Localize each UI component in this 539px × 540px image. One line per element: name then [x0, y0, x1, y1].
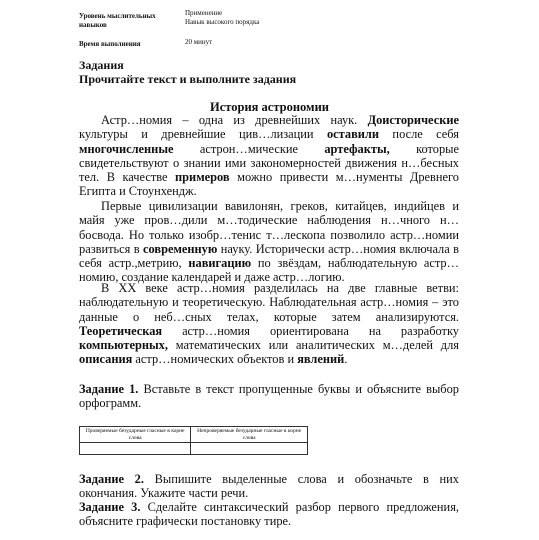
text-title: История астрономии [210, 100, 329, 114]
highlighted-word: примеров [175, 170, 230, 185]
text-run: Первые цивилизации вавилонян, греков, китайцев, индийцев и майя уже пров…дили м…тодические наблюдения н…чного н…босвода. Но только изобр…тенис т…лескопа позволило астр…номии развиться в [79, 199, 459, 256]
highlighted-word: навигацию [188, 256, 252, 271]
skill-level-label: Уровень мыслительных навыков [79, 12, 156, 29]
task-2-text: Выпишите выделенные слова и обозначьте в них окончания. Укажите части речи. [79, 472, 460, 501]
task-2 [79, 472, 459, 501]
highlighted-word: оставили [326, 127, 380, 142]
highlighted-word: явлений [297, 352, 345, 367]
highlighted-word: компьютерных, [79, 338, 168, 353]
text-run: можно привести м…нументы Древнего Египта и Стоунхендж. [79, 170, 460, 199]
paragraph-1 [79, 113, 459, 199]
table-header-checked: Проверяемые безударные гласные в корне слова [80, 427, 191, 443]
text-run: математических или аналитических м…делей для [167, 338, 459, 353]
orthogram-table [79, 426, 308, 455]
highlighted-word: современную [143, 241, 218, 256]
text-run: . [344, 352, 348, 367]
text-run: после себя [379, 127, 460, 142]
task-3-label: Задание 3. [79, 500, 141, 514]
task-1 [79, 382, 459, 411]
highlighted-word: артефакты, [324, 141, 390, 156]
text-run: астрон…мические [173, 141, 325, 156]
skill-level-value-1: Применение [185, 9, 223, 17]
text-run: В XX веке астр…номия разделилась на две главные ветви: наблюдательную и теоретическую. Наблюдательная астр…номия – это данные о неб…сных телах, которые затем анализируются. [79, 281, 459, 324]
task-2-label: Задание 2. [79, 472, 144, 486]
time-value: 20 минут [185, 38, 213, 46]
text-run: которые свидетельствуют о знании ими закономерностей движения н…бесных тел. В качестве [79, 141, 459, 185]
highlighted-word: Доисторические [367, 113, 459, 127]
task-1-label: Задание 1. [79, 382, 139, 396]
text-run: культуры и древнейшие цив…лизации [79, 127, 327, 142]
time-label: Время выполнения [79, 40, 141, 48]
task-1-text: Вставьте в текст пропущенные буквы и объясните выбор орфограмм. [79, 382, 459, 411]
paragraph-3 [79, 281, 459, 367]
table-cell [191, 443, 308, 455]
instruction: Прочитайте текст и выполните задания [79, 72, 297, 86]
text-run: Астр…номия – одна из древнейших наук. [101, 113, 368, 127]
task-3-text: Сделайте синтаксический разбор первого предложения, объясните графически постановку тире. [79, 500, 459, 529]
text-run: астр…номия ориентирована на разработку [162, 323, 459, 338]
paragraph-2 [79, 199, 459, 285]
table-header-unchecked: Непроверяемые безударные гласные в корне слова [191, 427, 308, 443]
tasks-heading: Задания [79, 58, 124, 72]
task-3 [79, 500, 459, 529]
highlighted-word: многочисленные [79, 141, 174, 156]
highlighted-word: описания [79, 352, 133, 367]
highlighted-word: Теоретическая [79, 323, 163, 338]
skill-level-value-2: Навык высокого порядка [185, 18, 260, 26]
table-cell [80, 443, 191, 455]
text-run: по звёздам, наблюдательную астр…номию, создание календарей и даже астр…логию. [79, 256, 459, 285]
text-run: астр…номических объектов и [132, 352, 298, 367]
text-run: науку. Исторически астр…номия включала в себя астр.,метрию, [79, 241, 459, 271]
